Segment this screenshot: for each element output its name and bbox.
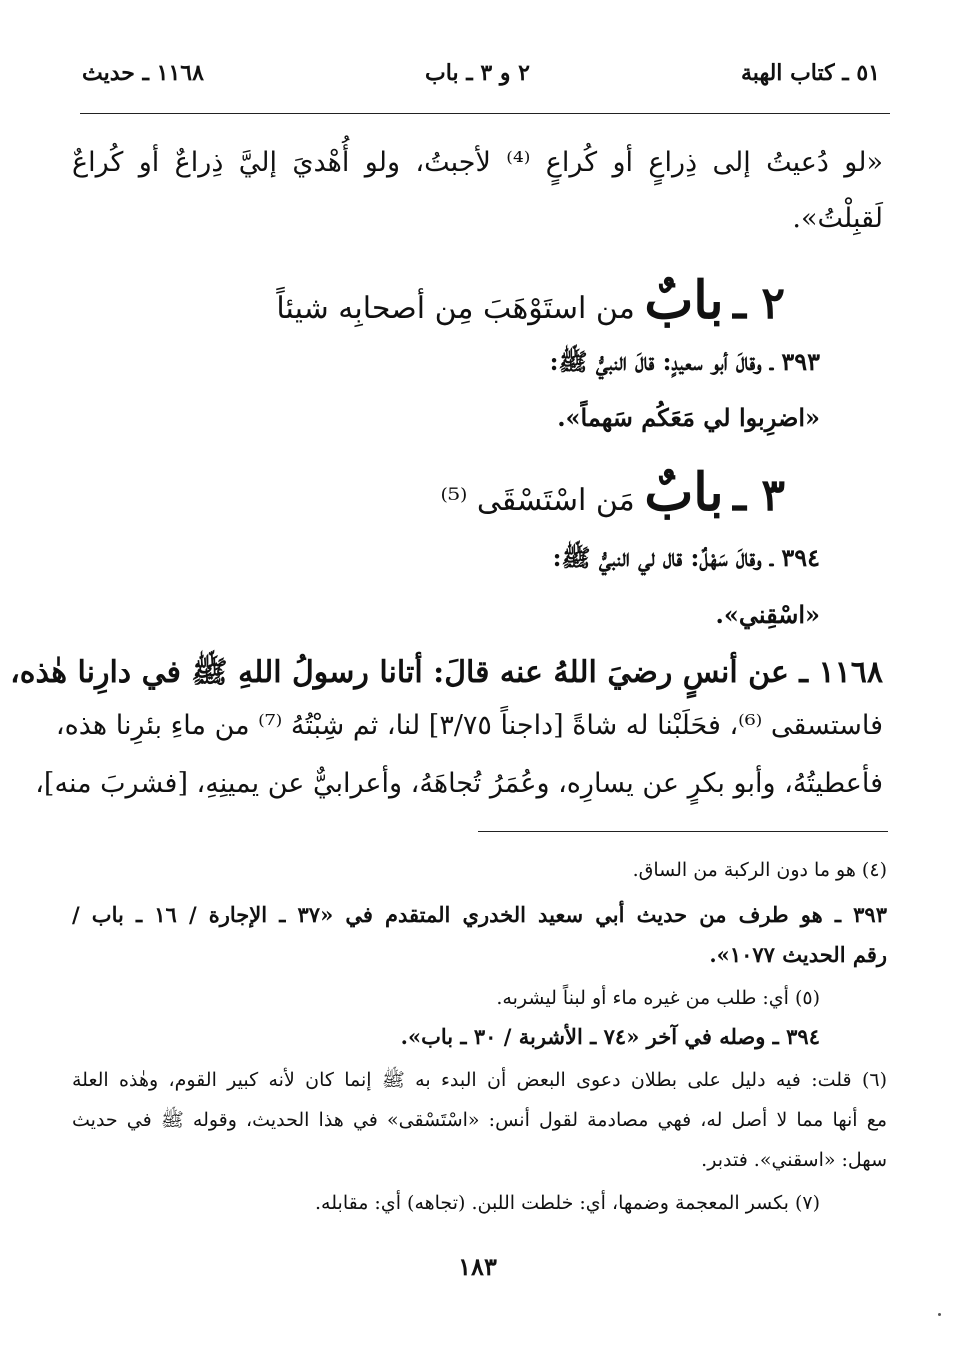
- chapter-number: ٢ ـ: [733, 278, 785, 329]
- narration-heading-393: ٣٩٣ ـ وقالَ أبو سعيدٍ: قالَ النبيُّ ﷺ:: [549, 347, 820, 376]
- footnote-separator: [478, 831, 888, 832]
- hadith-line: فأعطيتُهُ، وأبو بكرٍ عن يسارِه، وعُمَرُ تُجاهَهُ، وأعرابيٌّ عن يمينِهِ، [فشربَ منه]،: [35, 768, 883, 799]
- footnote-393-line1: ٣٩٣ ـ هو طرف من حديث أبي سعيد الخدري المتقدم في «٣٧ ـ الإجارة / ١٦ ـ باب /: [72, 902, 887, 927]
- chapter-title: مَن اسْتَسْقَى ⁽⁵⁾: [440, 483, 635, 518]
- chapter-number: ٣ ـ: [733, 470, 785, 521]
- chapter-heading-2: [276, 270, 785, 331]
- chapter-heading-3: [441, 462, 785, 523]
- hadith-line: فاستسقى ⁽⁶⁾، فحَلَبْنا له شاةً [داجناً ٣/٧٥] لنا، ثم شِبْتُهُ ⁽⁷⁾ من ماءِ بئرِنا هذه،: [55, 710, 883, 741]
- header-hadith-number: ١١٦٨ ـ حديث: [82, 60, 204, 86]
- quote-394: «اسْقِني».: [715, 600, 820, 629]
- hadith-line: [10, 655, 883, 691]
- text-line: لَقبِلْتُ».: [792, 203, 883, 234]
- footnote-6-line2: مع أنها مما لا أصل له، فهي مصادمة لقول أنس: «اسْتَسْقى» في هذا الحديث، وقوله ﷺ في حديث: [72, 1109, 887, 1131]
- chapter-word: بابٌ: [644, 462, 724, 523]
- chapter-title: من استَوْهَبَ مِن أصحابِه شيئاً: [276, 291, 635, 326]
- header-section-title: ٢ و ٣ ـ باب: [425, 60, 530, 86]
- chapter-word: بابٌ: [644, 270, 724, 331]
- page-number: ١٨٣: [458, 1252, 497, 1281]
- footnote-4: (٤) هو ما دون الركبة من الساق.: [632, 859, 887, 881]
- footnote-7: (٧) بكسر المعجمة وضمها، أي: خلطت اللبن. (تجاهه) أي: مقابله.: [315, 1192, 820, 1214]
- footnote-394: ٣٩٤ ـ وصله في آخر «٧٤ ـ الأشربة / ٣٠ ـ باب».: [400, 1024, 820, 1049]
- footnote-6-line1: (٦) قلت: فيه دليل على بطلان دعوى البعض أن البدء به ﷺ إنما كان لأنه كبير القوم، وهٰذه العلة: [72, 1069, 887, 1091]
- text-line: «لو دُعيتُ إلى ذِراعٍ أو كُراعٍ ⁽⁴⁾ لأجبتُ، ولو أُهْديَ إليَّ ذِراعٌ أو كُراعٌ: [72, 147, 883, 178]
- narration-heading-394: ٣٩٤ ـ وقالَ سَهْلٌ: قال لي النبيُّ ﷺ:: [552, 543, 820, 572]
- footnote-5: (٥) أي: طلب من غيره ماء أو لبناً ليشربه.: [496, 987, 820, 1009]
- footnote-393-line2: رقم الحديث ١٠٧٧».: [709, 942, 887, 967]
- header-rule: [80, 113, 890, 114]
- quote-393: «اضرِبوا لي مَعَكُم سَهماً».: [557, 403, 820, 432]
- footnote-6-line3: سهل: «اسقني». فتدبر.: [701, 1149, 887, 1171]
- scan-speck: [938, 1313, 941, 1316]
- hadith-text: ١١٦٨ ـ عن أنسٍ رضيَ اللهُ عنه قالَ: أتانا رسولُ اللهِ ﷺ في دارِنا هٰذه،: [10, 655, 883, 690]
- header-chapter-title: ٥١ ـ كتاب الهبة: [741, 60, 880, 86]
